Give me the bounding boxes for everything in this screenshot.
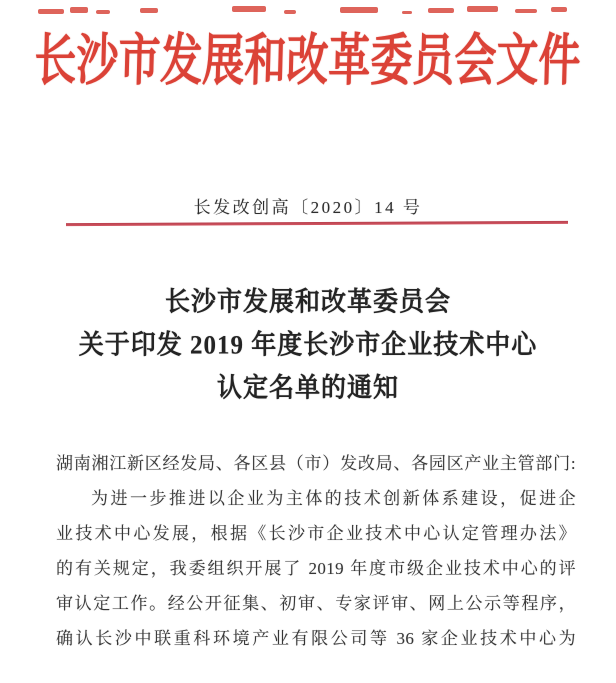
- remnant-fragment: [551, 7, 567, 12]
- remnant-fragment: [467, 6, 498, 12]
- document-body: [56, 446, 576, 656]
- body-line-4: 审认定工作。经公开征集、初审、专家评审、网上公示等程序，: [56, 594, 576, 613]
- remnant-fragment: [402, 11, 412, 14]
- document-red-header: [0, 31, 616, 93]
- remnant-fragment: [70, 7, 88, 13]
- document-title: [46, 281, 570, 410]
- body-line-2: 业技术中心发展，根据《长沙市企业技术中心认定管理办法》: [56, 524, 576, 543]
- issuing-authority-title: 长沙市发展和改革委员会文件: [33, 31, 582, 93]
- remnant-fragment: [428, 8, 454, 13]
- remnant-fragment: [284, 10, 296, 14]
- body-line-3: 的有关规定，我委组织开展了 2019 年度市级企业技术中心的评: [56, 559, 576, 578]
- salutation-line: 湖南湘江新区经发局、各区县（市）发改局、各园区产业主管部门:: [56, 454, 576, 473]
- remnant-fragment: [232, 6, 266, 12]
- title-line-3: 认定名单的通知: [216, 374, 399, 403]
- red-divider-line: [66, 221, 568, 226]
- document-number: 长发改创高〔2020〕14 号: [193, 198, 423, 217]
- remnant-fragment: [140, 8, 158, 13]
- remnant-fragment: [340, 7, 378, 13]
- body-line-5: 确认长沙中联重科环境产业有限公司等 36 家企业技术中心为: [56, 629, 576, 648]
- remnant-fragment: [96, 10, 110, 14]
- title-line-2: 关于印发 2019 年度长沙市企业技术中心: [78, 331, 538, 360]
- cropped-red-text-remnant: [0, 5, 616, 19]
- remnant-fragment: [38, 9, 64, 14]
- body-line-1: 为进一步推进以企业为主体的技术创新体系建设，促进企: [91, 489, 576, 508]
- remnant-fragment: [515, 9, 537, 13]
- title-line-1: 长沙市发展和改革委员会: [164, 288, 451, 317]
